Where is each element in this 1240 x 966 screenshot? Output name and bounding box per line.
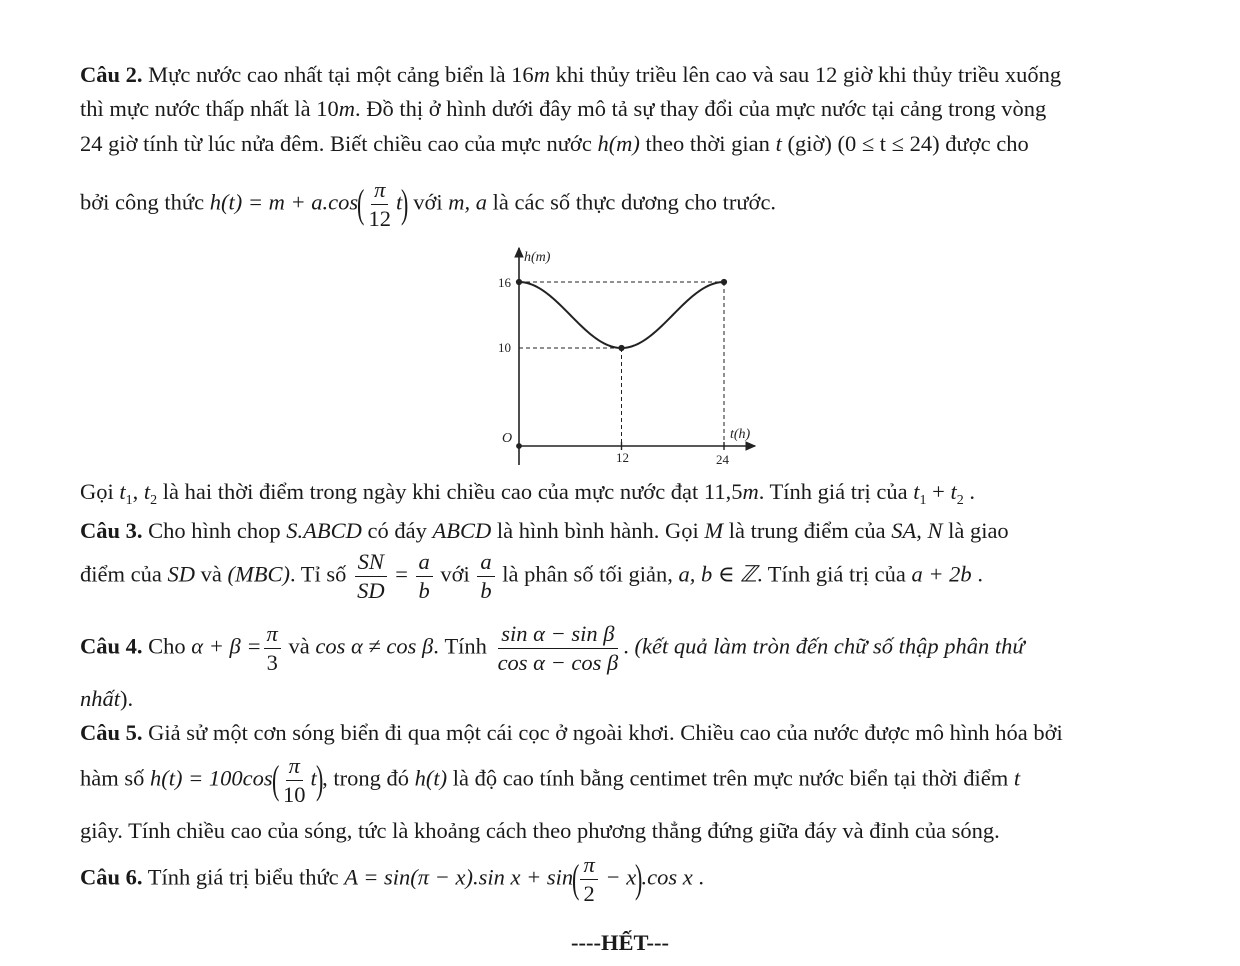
sin-cos-fraction: $\frac{\text{sin α − sin β}}{\text{cos α − cos β}}$: [497, 621, 619, 675]
q2-question: Gọi $t_1$, $t_2$ là hai thời điểm trong ngày khi chiều cao của mực nước đạt 11,5m. Tính giá trị của $t_1 + t_2$ .: [80, 479, 975, 508]
q2-line-2: thì mực nước thấp nhất là 10m. Đồ thị ở hình dưới đây mô tả sự thay đổi của mực nước tại cảng trong vòng: [80, 96, 1047, 121]
a-over-b: $\frac{a}{b}$: [416, 550, 433, 602]
sn-over-sd: $\frac{SN}{SD}$: [354, 550, 388, 602]
q2-line-1: Câu 2. Mực nước cao nhất tại một cảng biển là 16m khi thủy triều lên cao và sau 12 giờ khi thủy triều xuống: [80, 62, 1062, 87]
graph-xlabel: t(h): [730, 427, 751, 442]
q5-line-2: hàm số h(t) = 100cos( $\frac{\pi}{10}$ t), trong đó h(t) là độ cao tính bằng centimet trên mực nước biển tại thời điểm t: [80, 753, 1021, 807]
q2-formula: h(t) = m + a.cos: [209, 189, 359, 215]
pi-over-3: $\frac{\pi}{3}$: [264, 622, 281, 674]
q5-line-1: Câu 5. Giả sử một cơn sóng biển đi qua một cái cọc ở ngoài khơi. Chiều cao của nước được mô hình hóa bởi: [80, 720, 1063, 745]
q2-line-3: 24 giờ tính từ lúc nửa đêm. Biết chiều cao của mực nước h(m) theo thời gian t (giờ) (0 ≤ t ≤ 24) được cho: [80, 131, 1029, 156]
ytick-16: 16: [498, 275, 511, 290]
point-1: [619, 345, 624, 350]
q3-line-1: Câu 3. Cho hình chop S.ABCD có đáy ABCD là hình bình hành. Gọi M là trung điểm của SA, N là giao: [80, 518, 1009, 543]
q2-line-4: bởi công thức h(t) = m + a.cos( $\frac{\pi}{12}$ t) với m, a là các số thực dương cho trước.: [80, 177, 777, 231]
q3-line-2: điểm của SD và (MBC). Tỉ số $\frac{SN}{SD}$ = $\frac{a}{b}$ với $\frac{a}{b}$ là phân số tối giản, a, b ∈ ℤ. Tính giá trị của a + 2b .: [80, 549, 983, 603]
end-marker: ----HẾT---: [571, 930, 669, 955]
q3-label: Câu 3.: [80, 518, 143, 543]
pi-over-2: $\frac{\pi}{2}$: [580, 853, 597, 905]
q4-line-1: Câu 4. Cho α + β = $\frac{\pi}{3}$ và cos α ≠ cos β. Tính $\frac{\text{sin α − sin β}}{\text{cos α − cos β}}$ . (kết quả làm tròn đến chữ số thập phân thứ: [80, 621, 1025, 675]
q6-label: Câu 6.: [80, 864, 143, 890]
xtick-24: 24: [716, 452, 729, 467]
q2-label: Câu 2.: [80, 62, 143, 87]
q4-line-2: nhất).: [80, 686, 134, 711]
pi-over-12: $\frac{\pi}{12}$: [368, 177, 392, 231]
q4-label: Câu 4.: [80, 633, 143, 659]
point-2: [721, 279, 726, 284]
pi-over-10: $\frac{\pi}{10}$: [283, 753, 306, 807]
graph-origin: O: [502, 431, 513, 446]
q5-label: Câu 5.: [80, 720, 143, 745]
ytick-10: 10: [498, 340, 511, 355]
q5-line-3: giây. Tính chiều cao của sóng, tức là khoảng cách theo phương thẳng đứng giữa đáy và đỉnh của sóng.: [80, 818, 1000, 843]
q6-line: Câu 6. Tính giá trị biểu thức A = sin(π − x).sin x + sin( $\frac{\pi}{2}$ − x).cos x .: [80, 852, 704, 906]
tide-curve: [519, 282, 724, 348]
point-0: [516, 279, 521, 284]
y-axis-arrow: [515, 248, 523, 257]
a-over-b-2: $\frac{a}{b}$: [477, 550, 494, 602]
x-axis-arrow: [746, 442, 755, 450]
xtick-12: 12: [616, 450, 629, 465]
graph-ylabel: h(m): [524, 250, 551, 265]
origin-point: [517, 444, 522, 449]
tide-graph: [490, 240, 770, 470]
